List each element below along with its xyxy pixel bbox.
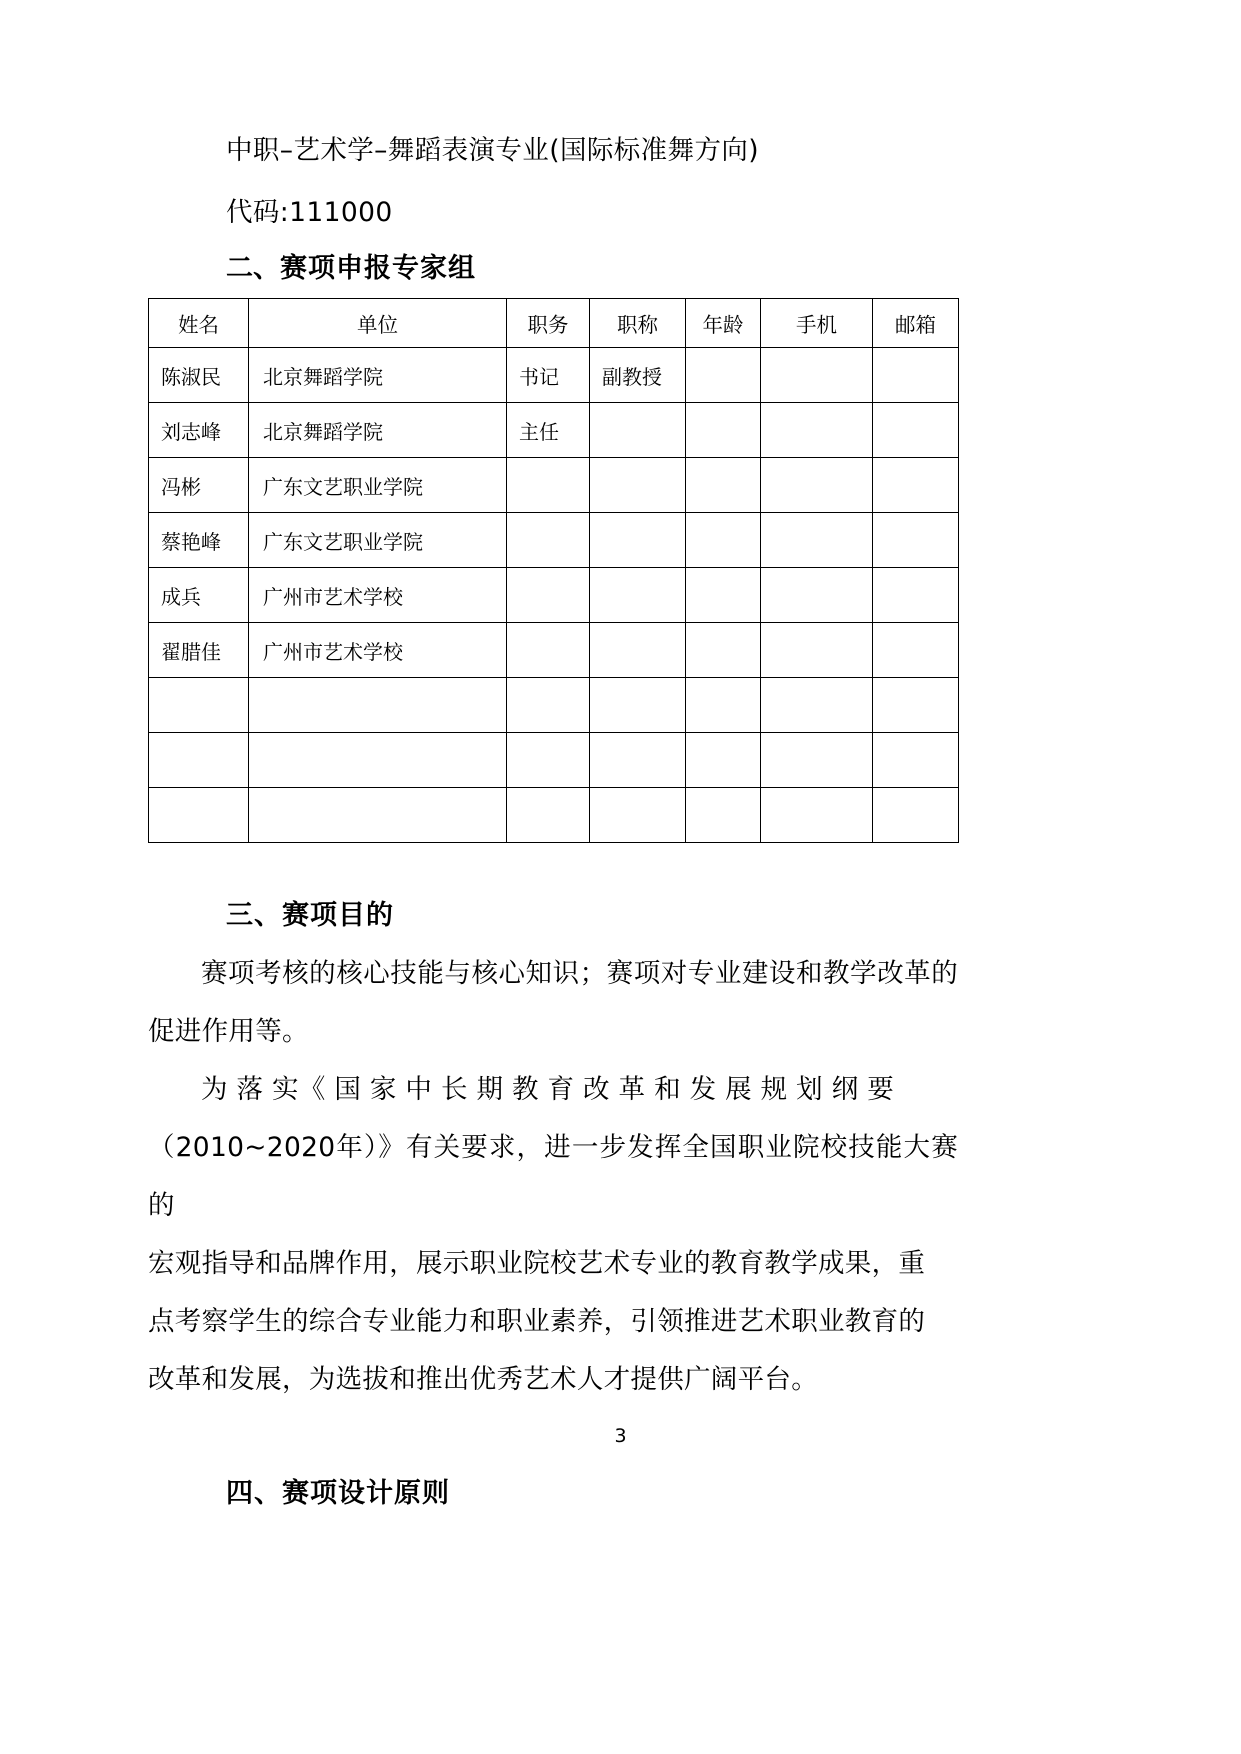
cell-org: 广州市艺术学校 — [249, 568, 507, 623]
cell-age — [686, 513, 761, 568]
cell-age — [686, 348, 761, 403]
section-two-title: 赛项申报专家组 — [280, 253, 476, 284]
cell-duty — [507, 733, 590, 788]
table-row — [149, 513, 959, 568]
cell-name — [149, 733, 249, 788]
table-row — [149, 348, 959, 403]
table-row — [149, 568, 959, 623]
page-content — [148, 120, 958, 1521]
cell-email — [873, 788, 959, 843]
paragraph-policy-line1: 为 落 实《 国 家 中 长 期 教 育 改 革 和 发 展 规 划 纲 要 — [201, 1074, 895, 1105]
cell-age — [686, 623, 761, 678]
cell-phone — [761, 788, 873, 843]
paragraph-policy-line2: （2010~2020年）》有关要求，进一步发挥全国职业院校技能大赛的 — [148, 1132, 958, 1221]
column-header-name: 姓名 — [149, 299, 249, 348]
cell-age — [686, 678, 761, 733]
column-header-duty: 职务 — [507, 299, 590, 348]
page-number: 3 — [614, 1425, 627, 1447]
column-header-email: 邮箱 — [873, 299, 959, 348]
cell-duty — [507, 678, 590, 733]
cell-rank — [590, 568, 686, 623]
paragraph-policy-line5: 改革和发展，为选拔和推出优秀艺术人才提供广阔平台。 — [148, 1364, 818, 1395]
cell-duty: 书记 — [507, 348, 590, 403]
paragraph-policy-line4: 点考察学生的综合专业能力和职业素养，引领推进艺术职业教育的 — [148, 1306, 926, 1337]
cell-email — [873, 623, 959, 678]
table-header-row — [149, 299, 959, 348]
cell-duty — [507, 513, 590, 568]
cell-phone — [761, 623, 873, 678]
column-header-rank: 职称 — [590, 299, 686, 348]
table-row — [149, 733, 959, 788]
cell-email — [873, 458, 959, 513]
section-four-title: 赛项设计原则 — [282, 1478, 450, 1509]
cell-name: 蔡艳峰 — [149, 513, 249, 568]
cell-phone — [761, 568, 873, 623]
table-row — [149, 458, 959, 513]
column-header-phone: 手机 — [761, 299, 873, 348]
cell-org: 广东文艺职业学院 — [249, 458, 507, 513]
column-header-age: 年龄 — [686, 299, 761, 348]
cell-rank — [590, 458, 686, 513]
specialty-title: 中职–艺术学–舞蹈表演专业(国际标准舞方向) — [226, 135, 759, 166]
cell-email — [873, 403, 959, 458]
cell-rank — [590, 623, 686, 678]
cell-rank — [590, 678, 686, 733]
paragraph-core-skills: 赛项考核的核心技能与核心知识；赛项对专业建设和教学改革的促进作用等。 — [148, 958, 958, 1047]
section-four-number: 四、 — [226, 1478, 282, 1509]
table-row — [149, 403, 959, 458]
cell-phone — [761, 403, 873, 458]
cell-email — [873, 568, 959, 623]
cell-duty — [507, 623, 590, 678]
cell-duty — [507, 458, 590, 513]
cell-org — [249, 678, 507, 733]
section-heading-two — [148, 244, 958, 294]
cell-phone — [761, 678, 873, 733]
cell-duty — [507, 788, 590, 843]
section-three-number: 三、 — [226, 900, 282, 931]
spacer-after-table — [148, 843, 958, 889]
cell-phone — [761, 513, 873, 568]
cell-name: 冯彬 — [149, 458, 249, 513]
column-header-org: 单位 — [249, 299, 507, 348]
cell-name: 翟腊佳 — [149, 623, 249, 678]
cell-rank — [590, 403, 686, 458]
cell-name — [149, 788, 249, 843]
cell-duty — [507, 568, 590, 623]
table-row — [149, 788, 959, 843]
cell-age — [686, 403, 761, 458]
expert-group-table — [148, 298, 959, 843]
table-row — [149, 678, 959, 733]
cell-age — [686, 568, 761, 623]
specialty-code: 代码:111000 — [226, 197, 393, 228]
cell-org: 北京舞蹈学院 — [249, 348, 507, 403]
cell-email — [873, 348, 959, 403]
cell-rank — [590, 513, 686, 568]
cell-age — [686, 458, 761, 513]
section-heading-four — [148, 1467, 958, 1521]
cell-org — [249, 788, 507, 843]
cell-email — [873, 678, 959, 733]
cell-name: 陈淑民 — [149, 348, 249, 403]
cell-name: 成兵 — [149, 568, 249, 623]
cell-age — [686, 733, 761, 788]
cell-phone — [761, 348, 873, 403]
cell-email — [873, 733, 959, 788]
paragraph-policy-line3: 宏观指导和品牌作用，展示职业院校艺术专业的教育教学成果，重 — [148, 1248, 926, 1279]
table-row — [149, 623, 959, 678]
cell-phone — [761, 458, 873, 513]
cell-age — [686, 788, 761, 843]
cell-org: 广东文艺职业学院 — [249, 513, 507, 568]
section-three-title: 赛项目的 — [282, 900, 394, 931]
cell-org — [249, 733, 507, 788]
cell-org: 广州市艺术学校 — [249, 623, 507, 678]
cell-name — [149, 678, 249, 733]
cell-rank: 副教授 — [590, 348, 686, 403]
cell-duty: 主任 — [507, 403, 590, 458]
cell-phone — [761, 733, 873, 788]
section-heading-three — [148, 889, 958, 943]
cell-rank — [590, 788, 686, 843]
section-three-body — [148, 945, 958, 1409]
cell-name: 刘志峰 — [149, 403, 249, 458]
section-two-number: 二、 — [226, 253, 280, 284]
cell-email — [873, 513, 959, 568]
cell-org: 北京舞蹈学院 — [249, 403, 507, 458]
cell-rank — [590, 733, 686, 788]
